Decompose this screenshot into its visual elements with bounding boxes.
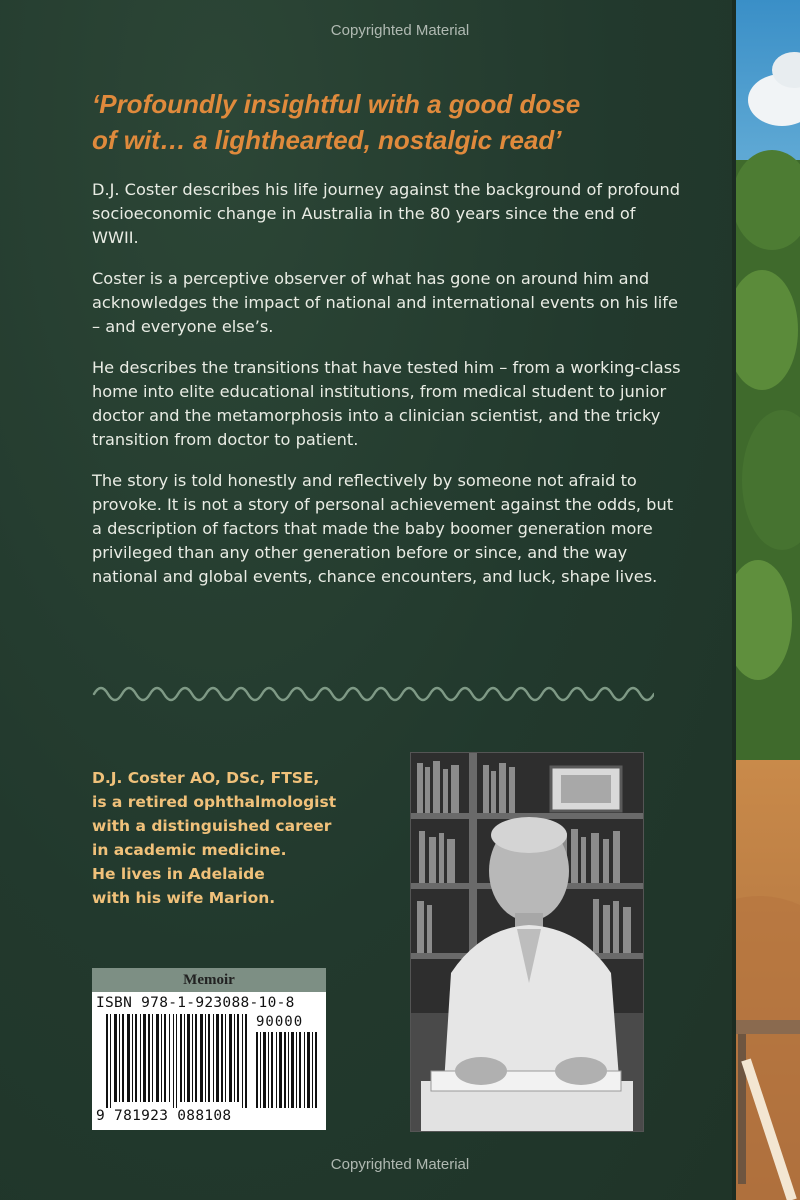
bio-line: with his wife Marion. [92, 889, 276, 907]
bio-line: is a retired ophthalmologist [92, 793, 337, 811]
copyright-watermark-top: Copyrighted Material [330, 22, 470, 39]
isbn-barcode [92, 992, 326, 1130]
bio-line: with a distinguished career [92, 817, 332, 835]
ean-number: 9 781923 088108 [96, 1108, 232, 1124]
barcode-bars-icon [106, 1014, 248, 1108]
blurb-paragraph: The story is told honestly and reflectively by someone not afraid to provoke. It is not a story of personal achievement against the odds, but a description of factors that made the baby boomer generation more privileged than any other generation before or since, and the way national and global events, chance encounters, and luck, shape lives. [92, 471, 674, 586]
price-barcode-bars-icon [256, 1032, 320, 1108]
category-label: Memoir [92, 968, 326, 992]
isbn-number: ISBN 978-1-923088-10-8 [96, 995, 295, 1011]
book-blurb [92, 178, 682, 606]
bio-line: in academic medicine. [92, 841, 287, 859]
quote-line-2: of wit… a lighthearted, nostalgic read’ [92, 125, 562, 155]
price-code: 90000 [256, 1014, 304, 1030]
quote-line-1: ‘Profoundly insightful with a good dose [92, 89, 581, 119]
spine-edge-illustration [732, 0, 800, 1200]
copyright-watermark-bottom: Copyrighted Material [330, 1156, 470, 1173]
blurb-paragraph: D.J. Coster describes his life journey against the background of profound socioeconomic change in Australia in the 80 years since the end of WWII. [92, 180, 681, 247]
blurb-paragraph: He describes the transitions that have tested him – from a working-class home into elite educational institutions, from medical student to junior doctor and the metamorphosis into a clinician scientist, and the tricky transition from doctor to patient. [92, 358, 681, 449]
author-bio [92, 766, 392, 910]
blurb-paragraph: Coster is a perceptive observer of what has gone on around him and acknowledges the impact of national and international events on his life – and everyone else’s. [92, 269, 678, 336]
bio-line: D.J. Coster AO, DSc, FTSE, [92, 769, 320, 787]
wave-divider-icon [92, 680, 654, 702]
bio-line: He lives in Adelaide [92, 865, 265, 883]
review-quote [92, 86, 692, 158]
author-photo [410, 752, 644, 1132]
